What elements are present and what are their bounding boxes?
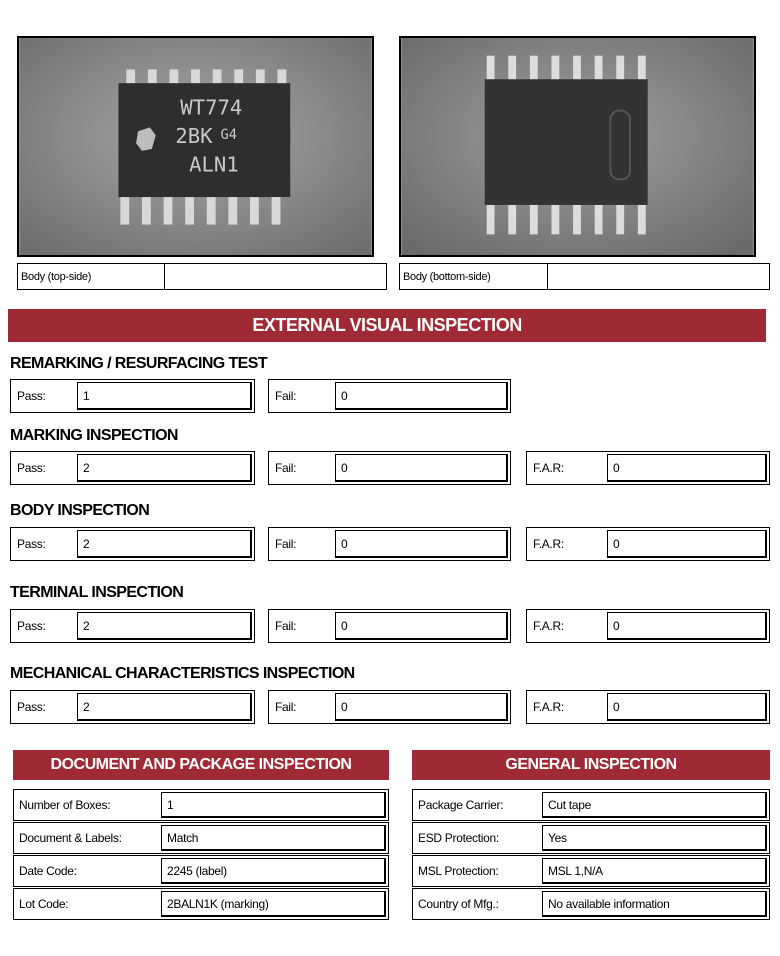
- fail-value[interactable]: 0: [335, 612, 508, 640]
- far-field: [526, 690, 770, 724]
- top-caption-text: Body (top-side): [21, 270, 92, 283]
- fail-field: [268, 379, 511, 413]
- pass-value[interactable]: 2: [77, 530, 252, 558]
- far-value[interactable]: 0: [607, 530, 767, 558]
- pass-field: [10, 690, 255, 724]
- document-row: [13, 855, 389, 887]
- pass-value[interactable]: 2: [77, 454, 252, 482]
- section-title: REMARKING / RESURFACING TEST: [10, 355, 267, 372]
- row-label: Package Carrier:: [418, 798, 504, 812]
- section-title: MECHANICAL CHARACTERISTICS INSPECTION: [10, 665, 355, 682]
- pass-field: [10, 527, 255, 561]
- row-value[interactable]: 2BALN1K (marking): [161, 891, 386, 917]
- row-value[interactable]: Cut tape: [542, 792, 767, 818]
- document-row: [13, 822, 389, 854]
- row-label: Date Code:: [19, 864, 77, 878]
- pass-label: Pass:: [17, 461, 46, 475]
- fail-value[interactable]: 0: [335, 693, 508, 721]
- row-value[interactable]: Yes: [542, 825, 767, 851]
- bottom-caption-label: [399, 263, 548, 290]
- row-value[interactable]: No available information: [542, 891, 767, 917]
- fail-value[interactable]: 0: [335, 530, 508, 558]
- general-row: [412, 888, 770, 920]
- fail-label: Fail:: [275, 389, 297, 403]
- fail-field: [268, 527, 511, 561]
- row-value[interactable]: 1: [161, 792, 386, 818]
- row-label: MSL Protection:: [418, 864, 499, 878]
- far-label: F.A.R:: [533, 700, 564, 714]
- pass-field: [10, 609, 255, 643]
- section-title: MARKING INSPECTION: [10, 427, 178, 444]
- chip-bottom-image: [401, 38, 754, 255]
- external-visual-banner: EXTERNAL VISUAL INSPECTION: [8, 309, 766, 342]
- document-row: [13, 789, 389, 821]
- fail-value[interactable]: 0: [335, 382, 508, 410]
- row-label: ESD Protection:: [418, 831, 499, 845]
- row-label: Document & Labels:: [19, 831, 122, 845]
- far-value[interactable]: 0: [607, 454, 767, 482]
- pass-value[interactable]: 2: [77, 612, 252, 640]
- fail-label: Fail:: [275, 619, 297, 633]
- fail-label: Fail:: [275, 537, 297, 551]
- marking-line-1: WT774: [180, 95, 243, 120]
- far-value[interactable]: 0: [607, 693, 767, 721]
- general-row: [412, 855, 770, 887]
- pass-label: Pass:: [17, 619, 46, 633]
- top-side-photo: [17, 36, 374, 257]
- pass-value[interactable]: 1: [77, 382, 252, 410]
- row-value[interactable]: 2245 (label): [161, 858, 386, 884]
- far-field: [526, 451, 770, 485]
- bottom-side-photo: [399, 36, 756, 257]
- row-label: Number of Boxes:: [19, 798, 111, 812]
- fail-field: [268, 609, 511, 643]
- far-label: F.A.R:: [533, 619, 564, 633]
- bottom-caption-text: Body (bottom-side): [403, 270, 491, 283]
- marking-line-3: ALN1: [189, 152, 239, 177]
- chip-top-image: [19, 38, 372, 255]
- row-value[interactable]: Match: [161, 825, 386, 851]
- section-title: TERMINAL INSPECTION: [10, 584, 184, 601]
- pass-field: [10, 379, 255, 413]
- fail-field: [268, 690, 511, 724]
- row-value[interactable]: MSL 1,N/A: [542, 858, 767, 884]
- general-row: [412, 822, 770, 854]
- far-value[interactable]: 0: [607, 612, 767, 640]
- fail-label: Fail:: [275, 700, 297, 714]
- far-label: F.A.R:: [533, 537, 564, 551]
- pass-value[interactable]: 2: [77, 693, 252, 721]
- marking-line-2b: G4: [220, 127, 238, 144]
- fail-label: Fail:: [275, 461, 297, 475]
- general-row: [412, 789, 770, 821]
- pass-label: Pass:: [17, 700, 46, 714]
- far-label: F.A.R:: [533, 461, 564, 475]
- top-caption-label: [17, 263, 165, 290]
- fail-value[interactable]: 0: [335, 454, 508, 482]
- row-label: Lot Code:: [19, 897, 69, 911]
- top-caption-value: [164, 263, 387, 290]
- document-row: [13, 888, 389, 920]
- pass-field: [10, 451, 255, 485]
- document-package-banner: DOCUMENT AND PACKAGE INSPECTION: [13, 750, 389, 780]
- row-label: Country of Mfg.:: [418, 897, 499, 911]
- general-inspection-banner: GENERAL INSPECTION: [412, 750, 770, 780]
- far-field: [526, 609, 770, 643]
- marking-line-2: 2BK: [175, 124, 213, 149]
- pass-label: Pass:: [17, 389, 46, 403]
- pass-label: Pass:: [17, 537, 46, 551]
- far-field: [526, 527, 770, 561]
- section-title: BODY INSPECTION: [10, 502, 150, 519]
- bottom-caption-value: [547, 263, 770, 290]
- fail-field: [268, 451, 511, 485]
